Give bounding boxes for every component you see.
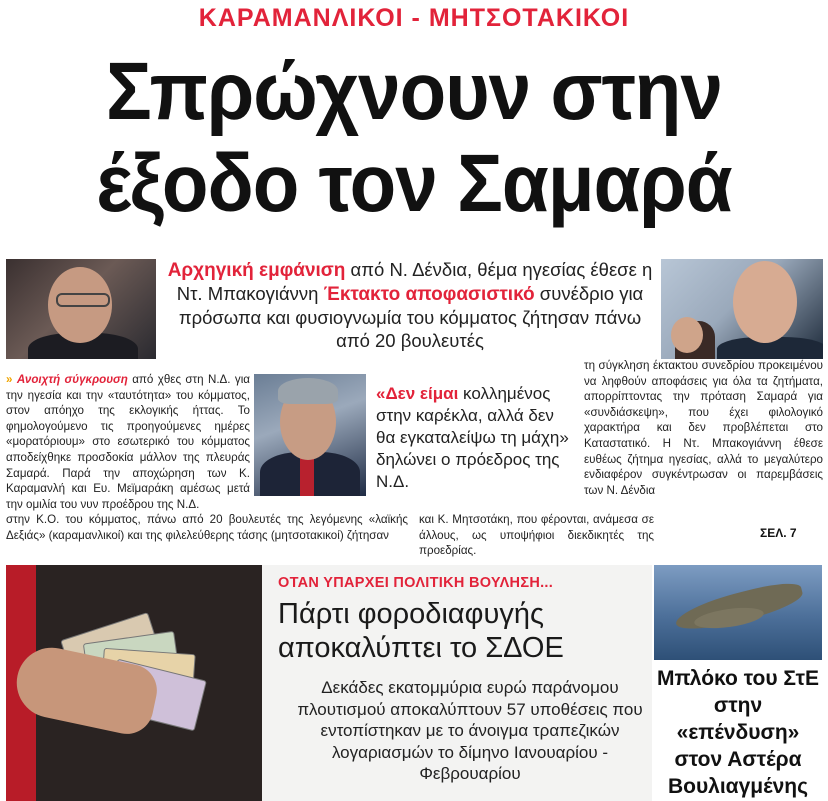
body-col1-text: από χθες στη Ν.Δ. για την ηγεσία και την «ταυτότητα» του κόμματος, στον απόηχο της εκλογικής ήττας. Το φημολογούμενο τις προηγούμενες ημέρες «μορατόριουμ» στο εσωτερικό του κόμματος αποδείχθηκε προσδοκία μάλλον της πλευράς Σαμαρά. Παρά την αποχώρηση των Κ. Καραμανλή και Ευ. Μεϊμαράκη αμέσως μετά την ομιλία του νυν προέδρου της Ν.Δ. bbox=[6, 373, 250, 511]
bottom-body: Δεκάδες εκατομμύρια ευρώ παράνομου πλουτισμού αποκαλύπτουν 57 υποθέσεις που εντοπίστηκαν με το άνοιγμα τραπεζικών λογαριασμών το δίμηνο Ιανουαρίου - Φεβρουαρίου bbox=[297, 678, 643, 783]
pull-quote bbox=[376, 383, 576, 493]
main-headline-line-1: Σπρώχνουν στην bbox=[106, 46, 722, 137]
body-column-1-continued: στην Κ.Ο. του κόμματος, πάνω από 20 βουλευτές της λεγόμενης «λαϊκής Δεξιάς» (καραμανλικοί) και της φιλελεύθερης τάσης (μητσοτακικοί) ζήτησαν bbox=[6, 513, 408, 542]
money-photo bbox=[6, 565, 266, 801]
bottom-kicker: ΟΤΑΝ ΥΠΑΡΧΕΙ ΠΟΛΙΤΙΚΗ ΒΟΥΛΗΣΗ... bbox=[278, 575, 554, 591]
island-photo bbox=[654, 565, 822, 660]
lead-red-2: Έκτακτο αποφασιστικό bbox=[323, 284, 535, 305]
bottom-headline: Πάρτι φοροδιαφυγής αποκαλύπτει το ΣΔΟΕ bbox=[278, 598, 564, 664]
lead-paragraph bbox=[166, 258, 654, 352]
portrait-photo-right bbox=[661, 259, 823, 359]
body-column-1 bbox=[6, 372, 250, 512]
lead-red-1: Αρχηγική εμφάνιση bbox=[167, 260, 346, 281]
lede-label: Ανοιχτή σύγκρουση bbox=[16, 373, 128, 386]
main-headline-line-2: έξοδο τον Σαμαρά bbox=[96, 138, 732, 229]
bullet-icon: » bbox=[6, 373, 13, 386]
section-kicker: ΚΑΡΑΜΑΝΛΙΚΟΙ - ΜΗΤΣΟΤΑΚΙΚΟΙ bbox=[198, 4, 630, 32]
quote-text: κολλημένος στην καρέκλα, αλλά δεν θα εγκαταλείψω τη μάχη» δηλώνει ο πρόεδρος της Ν.Δ. bbox=[376, 384, 569, 491]
lead-text-2: συνέδριο για πρόσωπα και φυσιογνωμία του κόμματος ζήτησαν πάνω από 20 βουλευτές bbox=[178, 283, 644, 351]
side-headline: Μπλόκο του ΣτΕ στην «επένδυση» στον Αστέρα Βουλιαγμένης bbox=[656, 667, 819, 798]
lead-text-1: από Ν. Δένδια, θέμα ηγεσίας έθεσε η Ντ. Μπακογιάννη bbox=[176, 259, 653, 304]
body-column-3: τη σύγκληση έκτακτου συνεδρίου προκειμένου να ληφθούν αποφάσεις για όλα τα ζητήματα, απορρίπτοντας την πρόταση Σαμαρά για «συνδιάσκεψη», που έχει φιλολογικό χαρακτήρα και δεν προβλέπεται στο Καταστατικό. Η Ντ. Μπακογιάννη έθεσε ευθέως ζήτημα ηγεσίας, αλλά το μεγαλύτερο ενδιαφέρον συγκέντρωσαν οι παρεμβάσεις των Ν. Δένδια bbox=[584, 359, 823, 497]
page-reference: ΣΕΛ. 7 bbox=[760, 526, 797, 540]
portrait-photo-left bbox=[6, 259, 156, 359]
quote-red: «Δεν είμαι bbox=[376, 384, 459, 403]
portrait-photo-center bbox=[254, 374, 366, 496]
body-column-3-continued: και Κ. Μητσοτάκη, που φέρονται, ανάμεσα σε άλλους, ως υποψήφιοι διεκδικητές της προεδρίας. bbox=[419, 513, 654, 558]
